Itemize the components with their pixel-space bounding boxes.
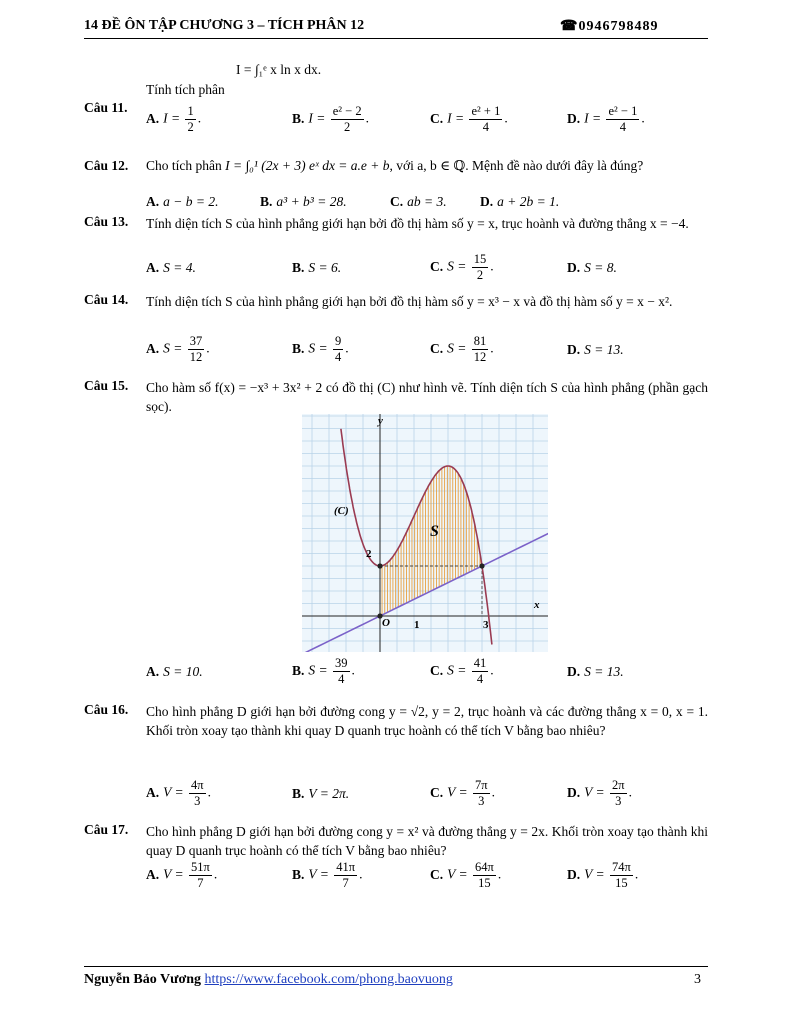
header-title: 14 ĐỀ ÔN TẬP CHƯƠNG 3 – TÍCH PHÂN 12 [84,18,365,33]
q13-option-d[interactable]: D. S = 8. [567,260,617,275]
q15-option-b[interactable]: B. S = $\frac{39}{4}$ . [292,656,355,686]
q17-label: Câu 17. [84,822,129,837]
q16-label: Câu 16. [84,702,129,717]
q12-option-c[interactable]: C. ab = 3. [390,194,447,209]
q13-option-b[interactable]: B. S = 6. [292,260,342,275]
q14-option-d[interactable]: D. S = 13. [567,342,624,357]
graph-point-0-2 [377,563,382,568]
graph-curve-label: (C) [334,505,349,517]
graph-tick-1: 1 [414,619,420,631]
q17-option-b[interactable]: B. V = $\frac{41\pi}{7}$ . [292,860,363,890]
q13-question: Tính diện tích S của hình phẳng giới hạn bởi đồ thị hàm số y = x, trục hoành và đường thẳng x = −4. [146,216,689,231]
q13-label: Câu 13. [84,214,129,229]
footer [84,972,453,988]
q12-option-a[interactable]: A. a − b = 2. [146,194,219,209]
q17-question: Cho hình phẳng D giới hạn bởi đường cong y = x² và đường thẳng y = 2x. Khối tròn xoay tạo thành khi quay D quanh trục hoành có thể tích V bằng bao nhiêu? [146,824,708,858]
graph-y-label: y [378,415,383,427]
graph-origin-label: O [382,617,390,629]
graph-tick-3: 3 [483,619,489,631]
q12-question: Cho tích phân I = ∫₀¹ (2x + 3) eˣ dx = a.e + b, với a, b ∈ ℚ. Mệnh đề nào dưới đây là đúng? [146,158,644,173]
q11-option-d[interactable]: D. I = $\frac{\text{e² − 1}}{4}$ . [567,104,645,134]
q11-option-b[interactable]: B. I = $\frac{\text{e² − 2}}{2}$ . [292,104,369,134]
q17-option-d[interactable]: D. V = $\frac{74\pi}{15}$ . [567,860,639,890]
q17-option-a[interactable]: A. V = $\frac{51\pi}{7}$ . [146,860,218,890]
q16-option-c[interactable]: C. V = $\frac{7\pi}{3}$ . [430,778,495,808]
header-phone: ☎0946798489 [560,19,659,34]
graph-region-label: S [430,523,439,540]
q16-option-b[interactable]: B. V = 2π. [292,786,350,801]
q16-option-a[interactable]: A. V = $\frac{4\pi}{3}$ . [146,778,211,808]
q15-option-c[interactable]: C. S = $\frac{41}{4}$ . [430,656,494,686]
q14-question: Tính diện tích S của hình phẳng giới hạn bởi đồ thị hàm số y = x³ − x và đồ thị hàm số y = x − x². [146,294,673,309]
header-rule [84,38,708,39]
graph-point-3-2 [479,563,484,568]
q17-option-c[interactable]: C. V = $\frac{64\pi}{15}$ . [430,860,502,890]
footer-author: Nguyễn Bảo Vương [84,972,202,987]
q14-label: Câu 14. [84,292,129,307]
q15-label: Câu 15. [84,378,129,393]
q14-option-a[interactable]: A. S = $\frac{37}{12}$ . [146,334,210,364]
q15-graph [302,414,548,652]
footer-link[interactable]: https://www.facebook.com/phong.baovuong [204,972,453,987]
q11-label: Câu 11. [84,100,128,115]
footer-rule [84,966,708,967]
q16-option-d[interactable]: D. V = $\frac{2\pi}{3}$ . [567,778,632,808]
q15-option-a[interactable]: A. S = 10. [146,664,203,679]
q15-option-d[interactable]: D. S = 13. [567,664,624,679]
q11-intro: Tính tích phân [146,82,225,97]
q11-option-c[interactable]: C. I = $\frac{\text{e² + 1}}{4}$ . [430,104,508,134]
q13-option-a[interactable]: A. S = 4. [146,260,196,275]
q14-option-b[interactable]: B. S = $\frac{9}{4}$ . [292,334,349,364]
q14-option-c[interactable]: C. S = $\frac{81}{12}$ . [430,334,494,364]
q16-question: Cho hình phẳng D giới hạn bởi đường cong y = √2, y = 2, trục hoành và các đường thẳng x = 0, x = 1. Khối tròn xoay tạo thành khi quay D quanh trục hoành có thể tích V bằng bao nhiêu? [146,704,708,738]
graph-tick-y2: 2 [366,548,372,560]
q11-option-a[interactable]: A. I = $\frac{1}{2}$ . [146,104,202,134]
q12-option-d[interactable]: D. a + 2b = 1. [480,194,560,209]
q13-option-c[interactable]: C. S = $\frac{15}{2}$ . [430,252,494,282]
q11-formula: I = ∫₁ᵉ x ln x dx. [236,62,322,77]
page-number: 3 [694,972,701,987]
q15-question: Cho hàm số f(x) = −x³ + 3x² + 2 có đồ thị (C) như hình vẽ. Tính diện tích S của hình phẳng (phần gạch sọc). [146,380,708,414]
graph-x-label: x [534,599,540,611]
q12-label: Câu 12. [84,158,129,173]
q12-option-b[interactable]: B. a³ + b³ = 28. [260,194,347,209]
